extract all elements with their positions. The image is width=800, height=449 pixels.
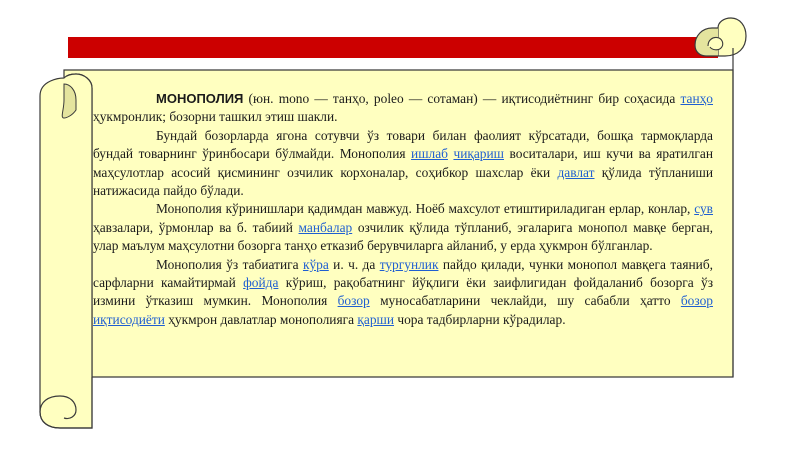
paragraph-4: Монополия ўз табиатига кўра и. ч. да тургунлик пайдо қилади, чунки монопол мавқега таяниб, сарфларни камайтирмай фойда кўриш, рақобатнинг йўқлиги ёки заифлигидан фойдаланиб бозорга ўз измини ўтказиш мумкин. Монополия бозор муносабатларини чеклайди, шу сабабли ҳатто бозор иқтисодиёти ҳукмрон давлатлар монополияга қарши чора тадбирларни кўрадилар.	[93, 256, 713, 327]
link-chiqarish[interactable]: чиқариш	[453, 146, 504, 162]
paragraph-3: Монополия кўринишлари қадимдан мавжуд. Ноёб махсулот етиштириладиган ерлар, конлар, сув ҳавзалари, ўрмонлар ва б. табиий манбалар озчилик қўлида тўпланиб, эгаларига монопол мавқе берган, улар маълум маҳсулотни бозорга танҳо етказиб берувчиларга айланиб, у ерда ҳукмрон бўлганлар.	[93, 201, 713, 254]
link-qarshi[interactable]: қарши	[357, 311, 395, 327]
link-bozor[interactable]: бозор	[337, 293, 370, 309]
link-iqtisodiyoti[interactable]: иқтисодиёти	[93, 311, 165, 327]
link-ishlab[interactable]: ишлаб	[411, 146, 448, 162]
link-foyda[interactable]: фойда	[243, 275, 279, 291]
link-kura[interactable]: кўра	[302, 256, 329, 272]
red-header-bar	[68, 37, 718, 58]
link-manbalar[interactable]: манбалар	[298, 219, 353, 235]
scroll-left-roll	[40, 74, 92, 428]
link-tanho[interactable]: танҳо	[680, 91, 713, 106]
link-suv[interactable]: сув	[694, 201, 713, 217]
article-text	[93, 90, 713, 329]
link-bozor-2[interactable]: бозор	[680, 293, 713, 309]
link-davlat[interactable]: давлат	[557, 164, 595, 180]
link-turgunlik[interactable]: тургунлик	[379, 256, 439, 272]
term-heading: МОНОПОЛИЯ	[156, 91, 244, 106]
paragraph-2: Бундай бозорларда ягона сотувчи ўз товари билан фаолият кўрсатади, бошқа тармоқларда бундай товарнинг ўринбосари бўлмайди. Монополия ишлаб чиқариш воситалари, иш кучи ва яратилган маҳсулотлар асосий қисмининг озчилик корхоналар, соҳибкор шахслар ёки давлат қўлида тўпланиши натижасида пайдо бўлади.	[93, 127, 713, 199]
scroll-top-roll	[695, 18, 746, 56]
paragraph-1: МОНОПОЛИЯ (юн. mono — танҳо, poleo — сотаман) — иқтисодиётнинг бир соҳасида танҳо ҳукмронлик; бозорни ташкил этиш шакли.	[93, 91, 713, 125]
